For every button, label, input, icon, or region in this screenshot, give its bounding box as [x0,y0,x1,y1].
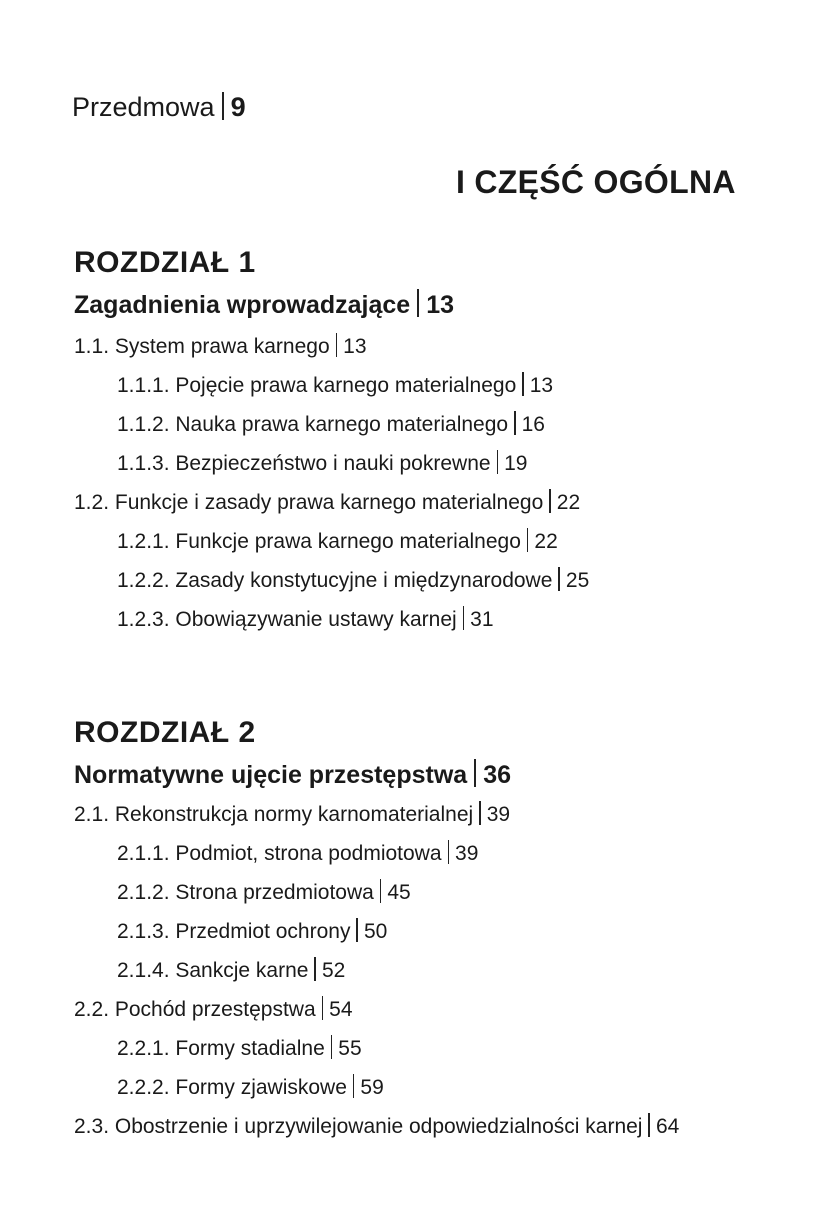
toc-entry [117,606,494,630]
part-title: I CZĘŚĆ OGÓLNA [456,164,736,200]
entry-page-number: 39 [455,842,479,865]
chapter-1-title-entry [74,289,454,318]
page-separator [474,759,476,787]
toc-entry [117,450,527,474]
entry-title: 2.2.1. Formy stadialne [117,1037,325,1060]
entry-page-number: 52 [321,959,346,982]
entry-page-number: 13 [343,335,367,358]
entry-page-number: 64 [655,1115,680,1138]
page-separator [380,879,382,903]
entry-page-number: 16 [521,413,545,436]
entry-title: 2.3. Obostrzenie i uprzywilejowanie odpowiedzialności karnej [74,1115,643,1138]
entry-page-number: 22 [556,491,581,514]
page-separator [648,1113,650,1137]
entry-title: 2.1.4. Sankcje karne [117,959,309,982]
chapter-1-page-number: 13 [426,291,455,319]
toc-entry [117,879,411,903]
chapter-1-label: ROZDZIAŁ 1 [74,246,256,279]
toc-entry [74,333,367,357]
entry-page-number: 54 [329,998,353,1021]
entry-page-number: 22 [534,530,558,553]
toc-entry [117,957,345,981]
entry-title: 1.2. Funkcje i zasady prawa karnego materialnego [74,491,544,514]
toc-entry [74,996,353,1020]
preface-entry [72,92,246,121]
entry-title: 1.1. System prawa karnego [74,335,330,358]
chapter-1-title: Zagadnienia wprowadzające [74,291,411,319]
toc-entry [74,801,510,825]
toc-entry [117,840,478,864]
entry-page-number: 19 [504,452,528,475]
page-separator [331,1035,333,1059]
entry-page-number: 13 [529,374,554,397]
entry-title: 1.1.3. Bezpieczeństwo i nauki pokrewne [117,452,491,475]
entry-title: 1.1.1. Pojęcie prawa karnego materialnego [117,374,517,397]
preface-page-number: 9 [230,92,246,122]
entry-page-number: 59 [360,1076,384,1099]
chapter-2-label: ROZDZIAŁ 2 [74,716,256,749]
toc-entry [117,1074,384,1098]
page-separator [522,372,524,396]
page-separator [497,450,499,474]
entry-title: 1.2.1. Funkcje prawa karnego materialnego [117,530,521,553]
toc-entry [117,1035,362,1059]
page-separator [353,1074,355,1098]
entry-title: 2.1.3. Przedmiot ochrony [117,920,351,943]
entry-title: 2.2. Pochód przestępstwa [74,998,316,1021]
page-separator [514,411,516,435]
entry-title: 1.1.2. Nauka prawa karnego materialnego [117,413,509,436]
page-separator [463,606,465,630]
toc-entry [117,372,553,396]
page-separator [527,528,529,552]
entry-title: 1.2.2. Zasady konstytucyjne i międzynarodowe [117,569,553,592]
page-separator [314,957,316,981]
entry-title: 2.1.2. Strona przedmiotowa [117,881,374,904]
page-separator [448,840,450,864]
page-separator [336,333,338,357]
chapter-2-title: Normatywne ujęcie przestępstwa [74,761,468,789]
toc-entry [117,918,387,942]
page-separator [549,489,551,513]
page-separator [479,801,481,825]
entry-title: 2.1. Rekonstrukcja normy karnomaterialnej [74,803,474,826]
page-separator [222,92,224,120]
preface-label: Przedmowa [72,92,215,122]
entry-page-number: 55 [338,1037,362,1060]
toc-entry [117,528,558,552]
toc-entry [74,489,580,513]
chapter-2-title-entry [74,759,511,788]
entry-page-number: 50 [363,920,388,943]
toc-entry [74,1113,679,1137]
page-separator [356,918,358,942]
entry-title: 2.2.2. Formy zjawiskowe [117,1076,347,1099]
entry-page-number: 39 [486,803,511,826]
toc-entry [117,567,589,591]
entry-page-number: 45 [387,881,411,904]
page-separator [558,567,560,591]
chapter-2-page-number: 36 [483,761,512,789]
entry-title: 1.2.3. Obowiązywanie ustawy karnej [117,608,457,631]
toc-entry [117,411,545,435]
entry-title: 2.1.1. Podmiot, strona podmiotowa [117,842,442,865]
entry-page-number: 31 [470,608,494,631]
entry-page-number: 25 [565,569,590,592]
page-separator [322,996,324,1020]
page-separator [417,289,419,317]
